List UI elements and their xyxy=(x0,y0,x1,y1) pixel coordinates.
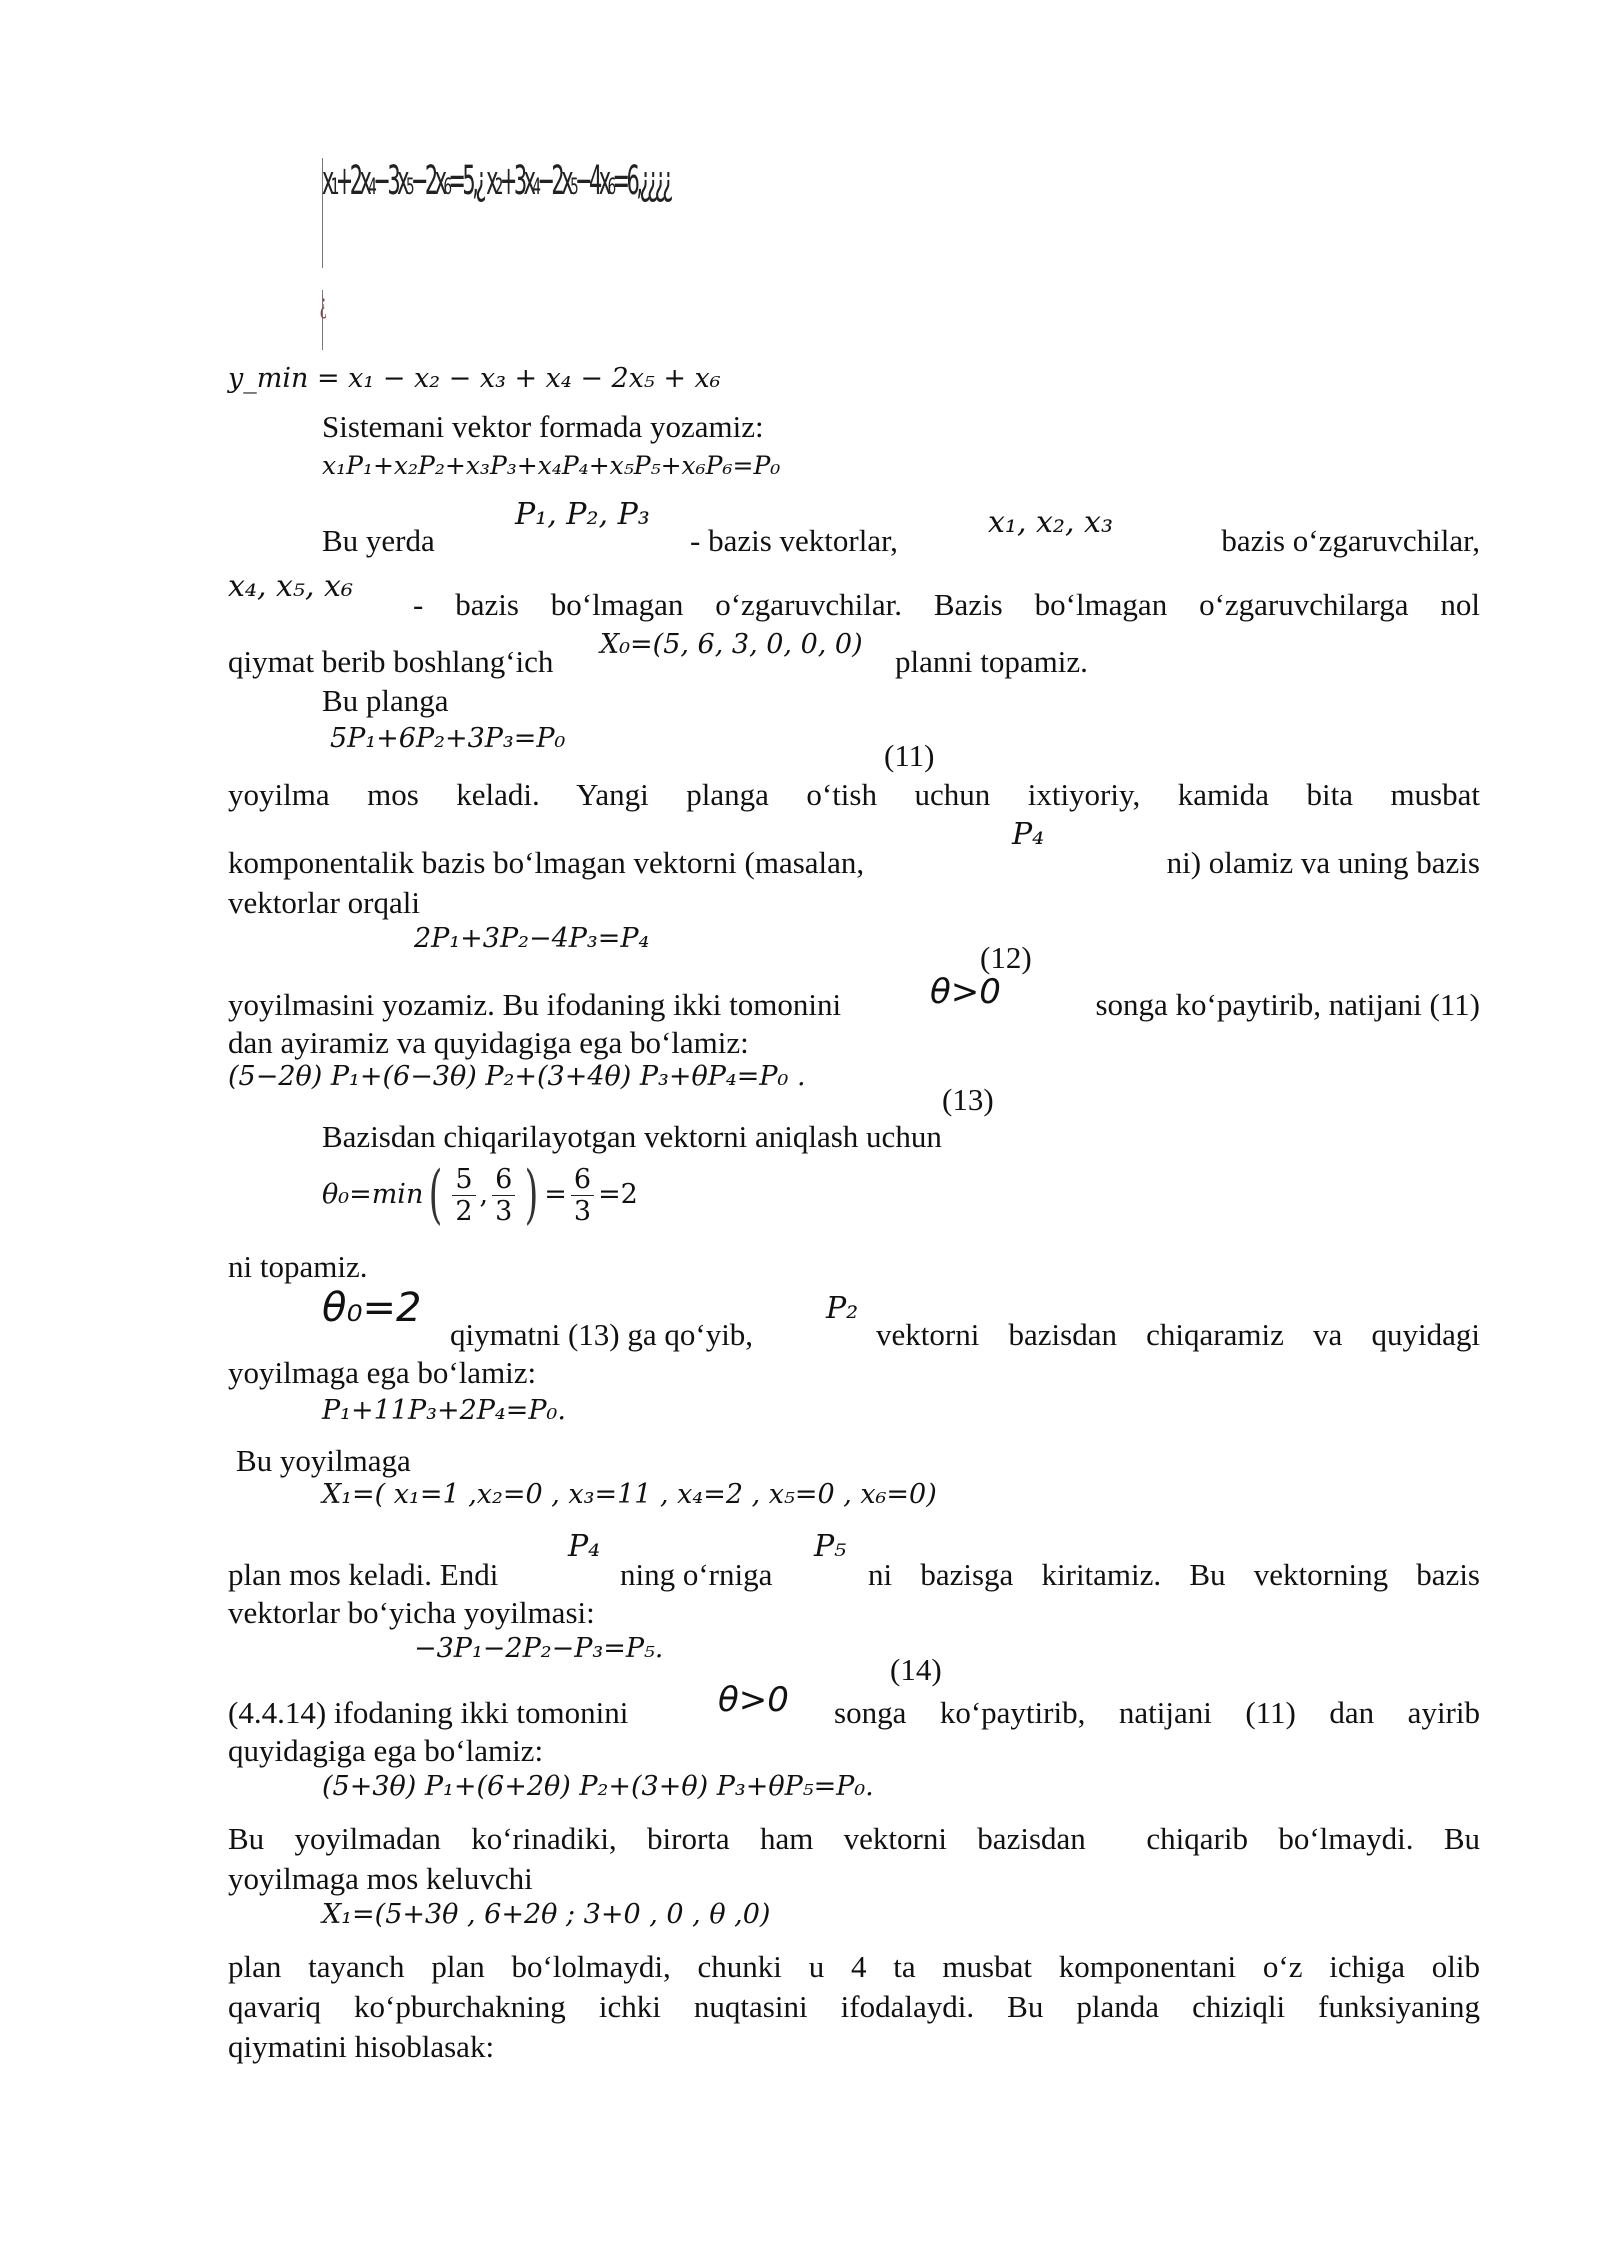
math-theta0: θ₀=2 xyxy=(322,1285,422,1331)
broken-mark: ¿ xyxy=(320,286,327,319)
paragraph: qavariq ko‘pburchakning ichki nuqtasini ifodalaydi. Bu planda chiziqli funksiyaning xyxy=(228,1989,1480,2024)
text-fragment: Bu yerda xyxy=(322,523,435,558)
paren-close: ) xyxy=(524,1158,539,1232)
plan-x1-theta: X₁=(5+3θ , 6+2θ ; 3+0 , 0 , θ ,0) xyxy=(322,1899,771,1930)
paragraph: yoyilmaga ega bo‘lamiz: xyxy=(228,1355,537,1390)
paragraph: yoyilmaga mos keluvchi xyxy=(228,1861,533,1896)
vector-form-equation: x₁P₁+x₂P₂+x₃P₃+x₄P₄+x₅P₅+x₆P₆=P₀ xyxy=(322,451,781,480)
equals: = xyxy=(544,1179,567,1211)
theta0-lhs: θ₀=min xyxy=(322,1179,424,1211)
objective-function: y_min = x₁ − x₂ − x₃ + x₄ − 2x₅ + x₆ xyxy=(228,363,721,394)
text-fragment: (4.4.14) ifodaning ikki tomonini xyxy=(228,1695,629,1730)
text-fragment: qiymat berib boshlang‘ich xyxy=(228,644,554,679)
equation-14: −3P₁−2P₂−P₃=P₅. xyxy=(414,1633,664,1664)
plan-x1: X₁=( x₁=1 ,x₂=0 , x₃=11 , x₄=2 , x₅=0 , x₆=0) xyxy=(322,1479,937,1510)
initial-plan: X₀=(5, 6, 3, 0, 0, 0) xyxy=(600,629,863,660)
paragraph: Bu yoyilmadan ko‘rinadiki, birorta ham vektorni bazisdan chiqarib bo‘lmaydi. Bu xyxy=(228,1821,1480,1856)
paragraph: vektorlar orqali xyxy=(228,885,420,920)
text-fragment: ni bazisga kiritamiz. Bu vektorning bazis xyxy=(868,1557,1480,1592)
text-fragment: komponentalik bazis bo‘lmagan vektorni (masalan, xyxy=(228,845,865,880)
paragraph: qiymatini hisoblasak: xyxy=(228,2029,495,2064)
fraction-numerator: 5 xyxy=(452,1166,475,1196)
math-basis-vars: x₁, x₂, x₃ xyxy=(988,505,1113,540)
paragraph: quyidagiga ega bo‘lamiz: xyxy=(228,1733,544,1768)
fraction-denominator: 2 xyxy=(455,1195,473,1227)
equation-number: (14) xyxy=(890,1652,942,1687)
paragraph: vektorlar bo‘yicha yoyilmasi: xyxy=(228,1595,595,1630)
equation-number: (13) xyxy=(942,1082,994,1117)
fraction xyxy=(492,1163,515,1227)
equation-number: (12) xyxy=(980,940,1032,975)
text-fragment: qiymatni (13) ga qo‘yib, xyxy=(450,1317,754,1352)
fraction-numerator: 6 xyxy=(571,1166,594,1196)
math-vector: P₂ xyxy=(826,1291,859,1326)
text-fragment: - bazis bo‘lmagan o‘zgaruvchilar. Bazis bo‘lmagan o‘zgaruvchilarga nol xyxy=(413,587,1480,622)
text-fragment: songa ko‘paytirib, natijani (11) xyxy=(1095,987,1480,1022)
equation-13: (5−2θ) P₁+(6−3θ) P₂+(3+4θ) P₃+θP₄=P₀ . xyxy=(228,1061,806,1092)
text-fragment: planni topamiz. xyxy=(895,644,1088,679)
text-fragment: songa ko‘paytirib, natijani (11) dan ayirib xyxy=(834,1695,1480,1730)
equation-11: 5P₁+6P₂+3P₃=P₀ xyxy=(330,723,566,754)
text-fragment: ning o‘rniga xyxy=(620,1557,773,1592)
theta-min-formula xyxy=(322,1160,638,1230)
text-fragment: vektorni bazisdan chiqaramiz va quyidagi xyxy=(876,1317,1480,1352)
fraction xyxy=(452,1163,475,1227)
paragraph: yoyilma mos keladi. Yangi planga o‘tish uchun ixtiyoriy, kamida bita musbat xyxy=(228,777,1480,812)
equation-12: 2P₁+3P₂−4P₃=P₄ xyxy=(414,923,650,954)
math-theta: θ>0 xyxy=(930,972,1001,1012)
equation-new: P₁+11P₃+2P₄=P₀. xyxy=(322,1395,566,1426)
math-vector: P₅ xyxy=(814,1529,847,1564)
paragraph: dan ayiramiz va quyidagiga ega bo‘lamiz: xyxy=(228,1025,749,1060)
paren-open: ( xyxy=(428,1158,443,1232)
comma: , xyxy=(479,1179,489,1211)
paragraph: plan tayanch plan bo‘lolmaydi, chunki u 4 ta musbat komponentani o‘z ichiga olib xyxy=(228,1949,1480,1984)
text-fragment: - bazis vektorlar, xyxy=(690,523,898,558)
paragraph: Sistemani vektor formada yozamiz: xyxy=(322,409,764,444)
text-fragment: yoyilmasini yozamiz. Bu ifodaning ikki tomonini xyxy=(228,987,842,1022)
math-vector: P₄ xyxy=(568,1529,601,1564)
theta0-rhs: =2 xyxy=(598,1179,638,1211)
paragraph: Bazisdan chiqarilayotgan vektorni aniqlash uchun xyxy=(322,1119,942,1154)
fraction-denominator: 3 xyxy=(573,1195,592,1227)
paragraph: Bu planga xyxy=(322,683,449,718)
text-fragment: ni) olamiz va uning bazis xyxy=(1166,845,1480,880)
paragraph: ni topamiz. xyxy=(228,1249,368,1284)
constraint-system: x₁+2x₄−3x₅−2x₆=5,¿ x₂+3x₄−2x₅−4x₆=6,¿¿¿¿ xyxy=(322,158,670,204)
text-fragment: bazis o‘zgaruvchilar, xyxy=(1221,523,1480,558)
paragraph: Bu yoyilmaga xyxy=(236,1443,411,1478)
fraction-numerator: 6 xyxy=(492,1166,515,1196)
text-fragment: plan mos keladi. Endi xyxy=(228,1557,499,1592)
math-nonbasis-vars: x₄, x₅, x₆ xyxy=(228,569,353,604)
fraction-denominator: 3 xyxy=(495,1195,513,1227)
fraction xyxy=(571,1163,594,1227)
equation-15: (5+3θ) P₁+(6+2θ) P₂+(3+θ) P₃+θP₅=P₀. xyxy=(322,1771,874,1802)
math-theta: θ>0 xyxy=(718,1680,789,1720)
math-vector: P₄ xyxy=(1012,817,1045,852)
equation-number: (11) xyxy=(884,738,935,773)
math-basis-vectors: P₁, P₂, P₃ xyxy=(515,497,650,532)
